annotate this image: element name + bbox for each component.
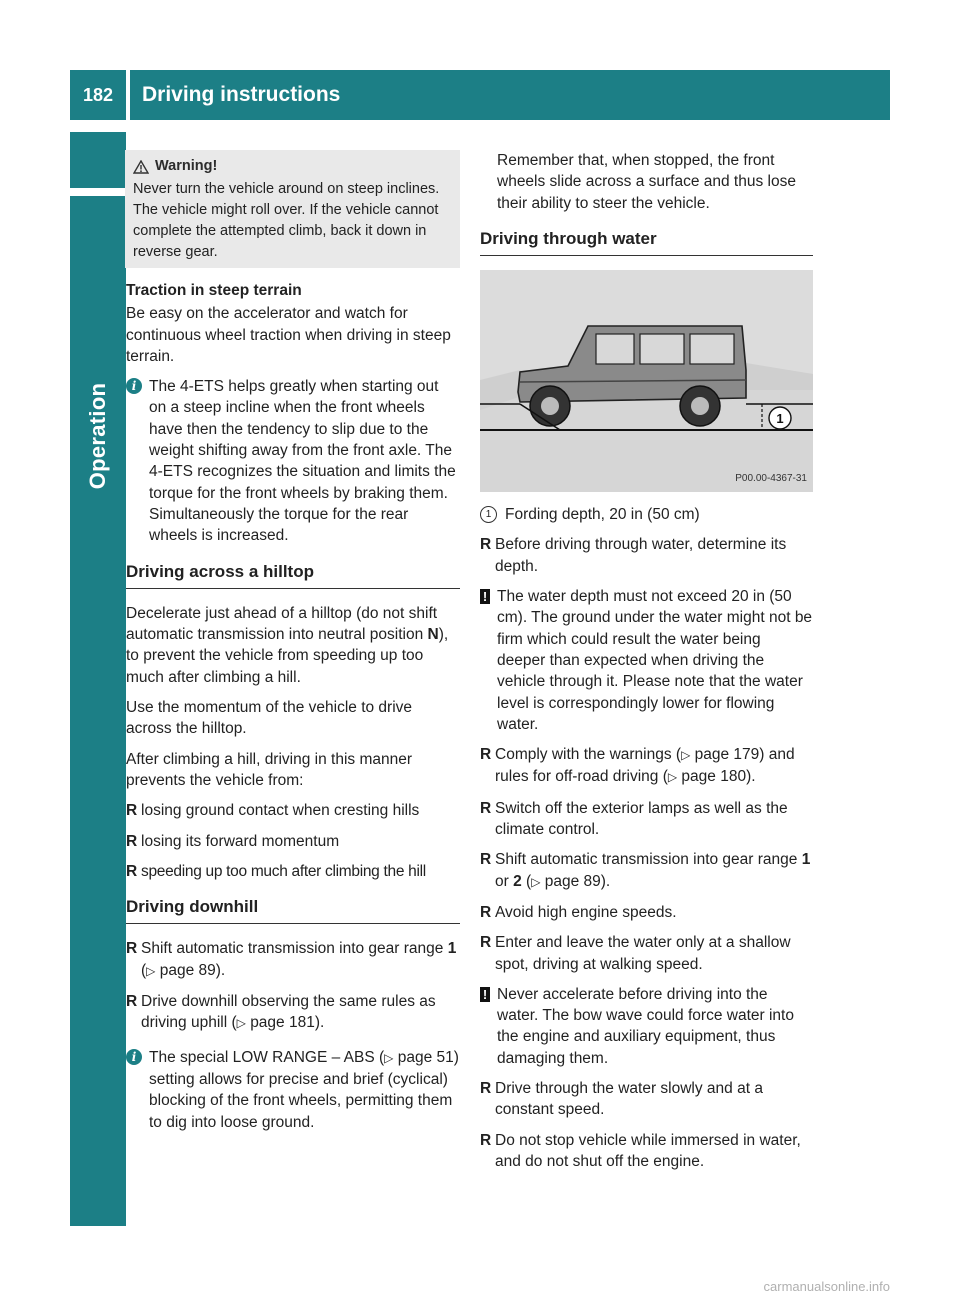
page-ref-link[interactable]: page 89 bbox=[544, 872, 601, 890]
caution-note-accelerate: ! Never accelerate before driving into the water. The bow wave could force water into the engine and auxiliary equipment, thus damaging them. bbox=[480, 984, 813, 1069]
water-heading: Driving through water bbox=[480, 228, 813, 256]
page-ref-arrow-icon: ▷ bbox=[531, 874, 541, 889]
bullet-icon: R bbox=[126, 862, 137, 880]
bullet-icon: R bbox=[480, 799, 492, 817]
info-text-2: Simultaneously the torque for the rear wheels is increased. bbox=[149, 505, 409, 545]
warning-text: Never turn the vehicle around on steep inclines. The vehicle might roll over. If the vehicle cannot complete the attempted climb, back it down in reverse gear. bbox=[133, 181, 440, 260]
info-note-low-range: i The special LOW RANGE – ABS (▷ page 51) setting allows for precise and brief (cyclical) blocking of the front wheels, permitting them to dig into loose ground. bbox=[126, 1047, 460, 1133]
bullet-icon: R bbox=[480, 536, 492, 554]
bullet-icon: R bbox=[126, 832, 138, 850]
page-ref-arrow-icon: ▷ bbox=[146, 963, 156, 978]
list-item: R speeding up too much after climbing the hill bbox=[126, 861, 460, 882]
bullet-icon: R bbox=[480, 851, 492, 869]
traction-heading: Traction in steep terrain bbox=[126, 282, 302, 299]
page-ref-link[interactable]: page 89 bbox=[159, 961, 216, 979]
info-text: The 4-ETS helps greatly when starting out on a steep incline when the front wheels have then the tendency to slip due to the weight shifting away from the front axle. The 4-ETS recognizes the situation and limits the torque for the front wheels by braking them. bbox=[149, 378, 456, 502]
figure-callout: 1 bbox=[776, 411, 784, 427]
exclamation-icon: ! bbox=[480, 987, 490, 1002]
warning-triangle-icon bbox=[133, 160, 149, 174]
list-item: R Drive downhill observing the same rules as driving uphill (▷ page 181). bbox=[126, 991, 460, 1035]
page-ref-arrow-icon: ▷ bbox=[236, 1016, 246, 1031]
list-item: R Before driving through water, determine its depth. bbox=[480, 534, 813, 577]
left-column bbox=[126, 150, 460, 1142]
figure-code: P00.00-4367-31 bbox=[735, 472, 807, 484]
intro-paragraph: Remember that, when stopped, the front wheels slide across a surface and thus lose their ability to steer the vehicle. bbox=[497, 152, 796, 212]
list-item: R Shift automatic transmission into gear range 1 (▷ page 89). bbox=[126, 938, 460, 982]
watermark: carmanualsonline.info bbox=[763, 1279, 890, 1294]
list-item: R Switch off the exterior lamps as well as the climate control. bbox=[480, 798, 813, 841]
info-note-4ets bbox=[126, 376, 460, 546]
page-ref-arrow-icon: ▷ bbox=[667, 770, 678, 785]
bullet-icon: R bbox=[480, 903, 492, 921]
hilltop-paragraph-3: After climbing a hill, driving in this manner prevents the vehicle from: bbox=[126, 750, 413, 789]
page-ref-link[interactable]: page 179 bbox=[694, 746, 760, 764]
bullet-icon: R bbox=[126, 940, 138, 958]
page-number: 182 bbox=[82, 85, 114, 105]
side-tab-bar bbox=[70, 196, 126, 1226]
list-item: R losing ground contact when cresting hills bbox=[126, 800, 460, 821]
traction-text: Be easy on the accelerator and watch for continuous wheel traction when driving in steep terrain. bbox=[126, 305, 451, 365]
bullet-icon: R bbox=[126, 993, 138, 1011]
list-item: R losing its forward momentum bbox=[126, 831, 460, 852]
caution-note-depth: ! The water depth must not exceed 20 in (50 cm). The ground under the water might not be firm which could result the water being deeper than expected when driving the vehicle through it. Please note that the water level is correspondingly lower for flowing water. bbox=[480, 586, 813, 735]
hilltop-paragraph: Decelerate just ahead of a hilltop (do not shift automatic transmission into neutral position N), to prevent the vehicle from speeding up too much after climbing a hill. bbox=[126, 604, 449, 686]
figure-caption: 1 Fording depth, 20 in (50 cm) bbox=[480, 504, 813, 525]
list-item: R Shift automatic transmission into gear range 1 or 2 (▷ page 89). bbox=[480, 849, 813, 893]
downhill-heading: Driving downhill bbox=[126, 896, 460, 924]
bullet-icon: R bbox=[480, 1080, 492, 1098]
page-number-box bbox=[70, 70, 126, 120]
vehicle-fording-illustration bbox=[480, 270, 813, 492]
page-title: Driving instructions bbox=[142, 83, 341, 106]
fording-figure bbox=[480, 270, 813, 492]
page-ref-arrow-icon: ▷ bbox=[384, 1050, 394, 1065]
bullet-icon: R bbox=[480, 1131, 492, 1149]
callout-1-icon: 1 bbox=[480, 506, 497, 523]
right-column bbox=[480, 150, 813, 1181]
list-item: R Drive through the water slowly and at a constant speed. bbox=[480, 1078, 813, 1121]
side-tab-square bbox=[70, 132, 126, 188]
header-bar bbox=[130, 70, 890, 120]
bullet-icon: R bbox=[480, 934, 492, 952]
list-item: R Avoid high engine speeds. bbox=[480, 902, 813, 923]
exclamation-icon: ! bbox=[480, 589, 490, 604]
page-ref-arrow-icon: ▷ bbox=[681, 748, 691, 763]
info-icon: i bbox=[126, 378, 142, 394]
list-item: R Enter and leave the water only at a shallow spot, driving at walking speed. bbox=[480, 932, 813, 975]
bullet-icon: R bbox=[126, 802, 138, 820]
warning-box bbox=[125, 150, 460, 268]
page-ref-link[interactable]: page 181 bbox=[250, 1014, 315, 1032]
hilltop-paragraph-2: Use the momentum of the vehicle to drive across the hilltop. bbox=[126, 699, 413, 738]
info-icon: i bbox=[126, 1049, 142, 1065]
bullet-icon: R bbox=[480, 746, 492, 764]
list-item: R Comply with the warnings (▷ page 179) and rules for off-road driving (▷ page 180). bbox=[480, 744, 813, 789]
list-item: R Do not stop vehicle while immersed in water, and do not shut off the engine. bbox=[480, 1130, 813, 1173]
page-ref-link[interactable]: page 180 bbox=[681, 768, 747, 786]
warning-title: Warning! bbox=[155, 158, 218, 174]
section-label: Operation bbox=[85, 382, 110, 490]
hilltop-heading: Driving across a hilltop bbox=[126, 561, 460, 589]
page-ref-link[interactable]: page 51 bbox=[397, 1048, 454, 1066]
